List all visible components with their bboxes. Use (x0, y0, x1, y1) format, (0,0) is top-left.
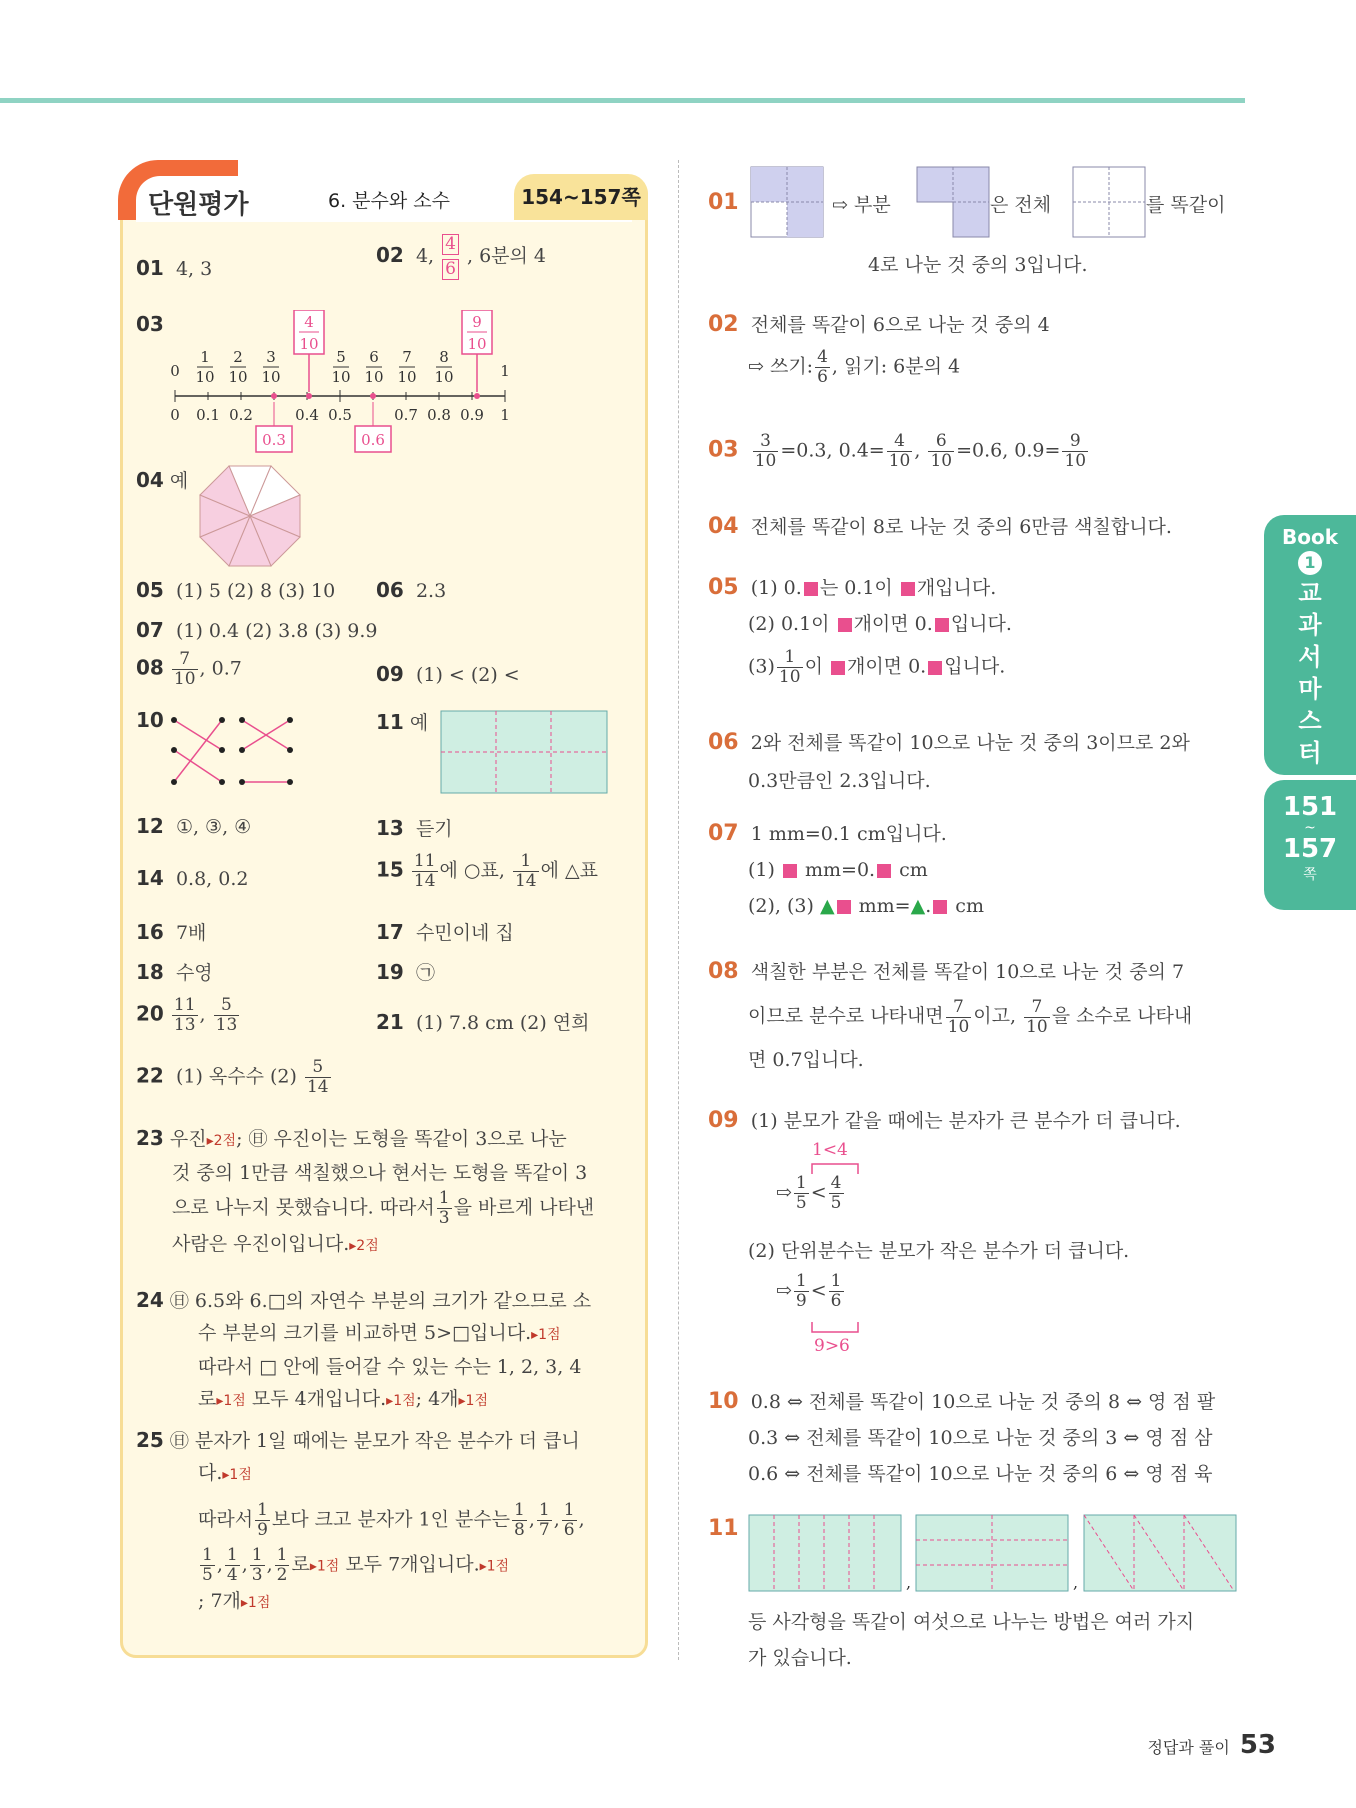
number-line (160, 310, 520, 460)
answer-08: 08 $\frac{7}{10}$ , 0.7 (136, 649, 242, 689)
svg-text:5: 5 (336, 348, 346, 366)
bracket-bottom (806, 1320, 868, 1336)
answer-18: 18 수영 (136, 960, 213, 984)
svg-text:10: 10 (467, 335, 487, 353)
sol-04: 04 전체를 똑같이 8로 나눈 것 중의 6만큼 색칠합니다. (708, 514, 1172, 539)
svg-text:3: 3 (266, 348, 276, 366)
square-empty (1072, 166, 1146, 238)
answer-14: 14 0.8, 0.2 (136, 866, 249, 890)
answer-04: 04 예 (136, 468, 189, 492)
answer-21: 21 (1) 7.8 cm (2) 연희 (376, 1010, 590, 1034)
sol-10: 10 0.8 ⇔ 전체를 똑같이 10으로 나눈 것 중의 8 ⇔ 영 점 팔 0.3 ⇔ 전체를 똑같이 10으로 나눈 것 중의 3 ⇔ 영 점 삼 0.6 ⇔ 전체를 똑같이 10으로 나눈 것 중의 6 ⇔ 영 점 육 (708, 1389, 1216, 1485)
section-tab (118, 160, 648, 222)
svg-text:1: 1 (200, 348, 210, 366)
svg-text:1: 1 (500, 406, 510, 424)
answer-11: 11 예 (376, 710, 429, 734)
answer-20: 20 $\frac{11}{13}$ , $\frac{5}{13}$ (136, 995, 238, 1035)
square-figure-whole (750, 166, 824, 238)
sol-02-write: ⇨ 쓰기: $\frac{4}{6}$ , 읽기: 6분의 4 (748, 347, 961, 387)
box-dec-0-3: 0.3 (262, 431, 286, 449)
svg-text:0.2: 0.2 (229, 406, 253, 424)
fraction: $\frac{4}{6}$ (442, 234, 459, 280)
side-label-char: 과 (1298, 611, 1322, 639)
compare-2: ⇨ $\frac{1}{9}$ < $\frac{1}{6}$ (776, 1271, 842, 1311)
box-frac-9-10: 9 (472, 313, 482, 331)
answer-23: 23 우진▸2점; ㊐ 우진이는 도형을 똑같이 3으로 나눈 것 중의 1만큼 색칠했으나 현서는 도형을 똑같이 3 으로 나누지 못했습니다. 따라서 $\frac{1}{3}$ 을 바르게 나타낸 사람은 우진이입니다.▸2점 (136, 1126, 595, 1255)
tab-subtitle: 6. 분수와 소수 (328, 190, 450, 212)
answer-05: 05 (1) 5 (2) 8 (3) 10 (136, 578, 336, 602)
top-rule (0, 98, 1245, 103)
svg-text:7: 7 (402, 348, 412, 366)
matching-lines (168, 712, 298, 792)
svg-text:1: 1 (500, 362, 510, 380)
svg-text:10: 10 (228, 368, 248, 386)
svg-text:0.8: 0.8 (427, 406, 451, 424)
svg-text:0.5: 0.5 (328, 406, 352, 424)
svg-text:10: 10 (434, 368, 454, 386)
answer-02: 02 4, $\frac{4}{6}$ , 6분의 4 (376, 234, 547, 279)
answer-07: 07 (1) 0.4 (2) 3.8 (3) 9.9 (136, 618, 378, 642)
sol-11-text: 등 사각형을 똑같이 여섯으로 나누는 방법은 여러 가지 가 있습니다. (748, 1611, 1195, 1669)
svg-text:,: , (906, 1573, 912, 1592)
answer-01: 01 4, 3 (136, 256, 213, 280)
svg-text:2: 2 (233, 348, 243, 366)
column-divider (678, 160, 679, 1660)
svg-text:0: 0 (170, 406, 180, 424)
svg-text:,: , (1073, 1573, 1079, 1592)
answer-12: 12 ①, ③, ④ (136, 814, 252, 838)
answer-24: 24 ㊐ 6.5와 6.□의 자연수 부분의 크기가 같으므로 소 수 부분의 크기를 비교하면 5>□입니다.▸1점 따라서 □ 안에 들어갈 수 있는 수는 1, 2, 3, 4 로▸1점 모두 4개입니다.▸1점; 4개▸1점 (136, 1288, 592, 1410)
sol-01: 01 (708, 190, 739, 215)
tab-title: 단원평가 (148, 190, 249, 220)
answer-25: 25 ㊐ 분자가 1일 때에는 분모가 작은 분수가 더 큽니 다.▸1점 따라서 $\frac{1}{9}$ 보다 크고 분자가 1인 분수는 $\frac{1}{8}$ , $\frac{1}{7}$ , $\frac{1}{6}$ , $\frac{1}{5}$ , $\frac{1}{4}$ , $\frac{1}{3}$ , $\frac{1}{2}$ 로▸1점 모두 7개입니다.▸1점 ; 7개▸1점 (136, 1428, 585, 1612)
answer-10: 10 (136, 708, 164, 732)
answer-16: 16 7배 (136, 920, 207, 944)
side-tab-pages: 151 ~ 157 쪽 (1264, 780, 1356, 910)
side-label-char: 서 (1298, 643, 1322, 671)
sol-08: 08 색칠한 부분은 전체를 똑같이 10으로 나눈 것 중의 7 이므로 분수로 나타내면 $\frac{7}{10}$ 이고, $\frac{7}{10}$ 을 소수로 나타내 면 0.7입니다. (708, 959, 1193, 1071)
sol-11: 11 (708, 1516, 739, 1541)
six-part-rectangles (748, 1514, 1238, 1594)
svg-text:10: 10 (364, 368, 384, 386)
svg-text:0.9: 0.9 (460, 406, 484, 424)
answer-15: 15 $\frac{11}{14}$ 에 ○표, $\frac{1}{14}$ 에 △표 (376, 851, 598, 891)
answer-19: 19 ㉠ (376, 960, 435, 984)
svg-text:10: 10 (331, 368, 351, 386)
answer-13: 13 듣기 (376, 816, 453, 840)
svg-text:0.7: 0.7 (394, 406, 418, 424)
svg-text:0: 0 (170, 362, 180, 380)
svg-text:0.1: 0.1 (196, 406, 220, 424)
sol-03: 03 $\frac{3}{10}$ =0.3, 0.4= $\frac{4}{10}$ , $\frac{6}{10}$ =0.6, 0.9= $\frac{9}{10}$ (708, 431, 1087, 471)
sol-07: 07 1 mm=0.1 cm입니다. (1) mm=0. cm (2), (3) ▲ mm=▲. cm (708, 821, 984, 917)
compare-1: ⇨ $\frac{1}{5}$ < $\frac{4}{5}$ (776, 1173, 842, 1213)
answer-09: 09 (1) < (2) < (376, 662, 520, 686)
svg-text:10: 10 (397, 368, 417, 386)
answer-17: 17 수민이네 집 (376, 920, 514, 944)
side-label-char: 스 (1298, 707, 1322, 735)
side-tab-book: Book 1 교 과 서 마 스 터 (1264, 515, 1356, 775)
box-dec-0-6: 0.6 (361, 431, 385, 449)
footer: 정답과 풀이 53 (1147, 1730, 1276, 1760)
octagon-figure (198, 464, 302, 568)
svg-text:8: 8 (439, 348, 449, 366)
tab-pages: 154~157쪽 (514, 174, 648, 220)
l-shape-part (916, 166, 990, 238)
answer-03-label: 03 (136, 312, 164, 336)
sol-02: 02 전체를 똑같이 6으로 나눈 것 중의 4 (708, 312, 1050, 337)
rectangle-six-parts (440, 710, 610, 796)
answer-22: 22 (1) 옥수수 (2) $\frac{5}{14}$ (136, 1057, 329, 1097)
svg-text:10: 10 (195, 368, 215, 386)
svg-text:6: 6 (369, 348, 379, 366)
svg-text:10: 10 (299, 335, 319, 353)
side-label-char: 터 (1298, 739, 1322, 767)
sol-06: 06 2와 전체를 똑같이 10으로 나눈 것 중의 3이므로 2와 0.3만큼인 2.3입니다. (708, 730, 1190, 792)
answer-06: 06 2.3 (376, 578, 447, 602)
svg-text:0.4: 0.4 (295, 406, 319, 424)
box-frac-4-10: 4 (304, 313, 314, 331)
sol-05: 05 (1) 0. 는 0.1이 개입니다. (2) 0.1이 개이면 0. 입니다. (3) $\frac{1}{10}$ 이 개이면 0. 입니다. (708, 575, 1012, 687)
svg-text:10: 10 (261, 368, 281, 386)
side-label-char: 마 (1298, 675, 1322, 703)
side-label (1264, 577, 1356, 769)
side-label-char: 교 (1298, 579, 1322, 607)
sol-09: 09 (1) 분모가 같을 때에는 분자가 큰 분수가 더 큽니다. (708, 1108, 1181, 1133)
